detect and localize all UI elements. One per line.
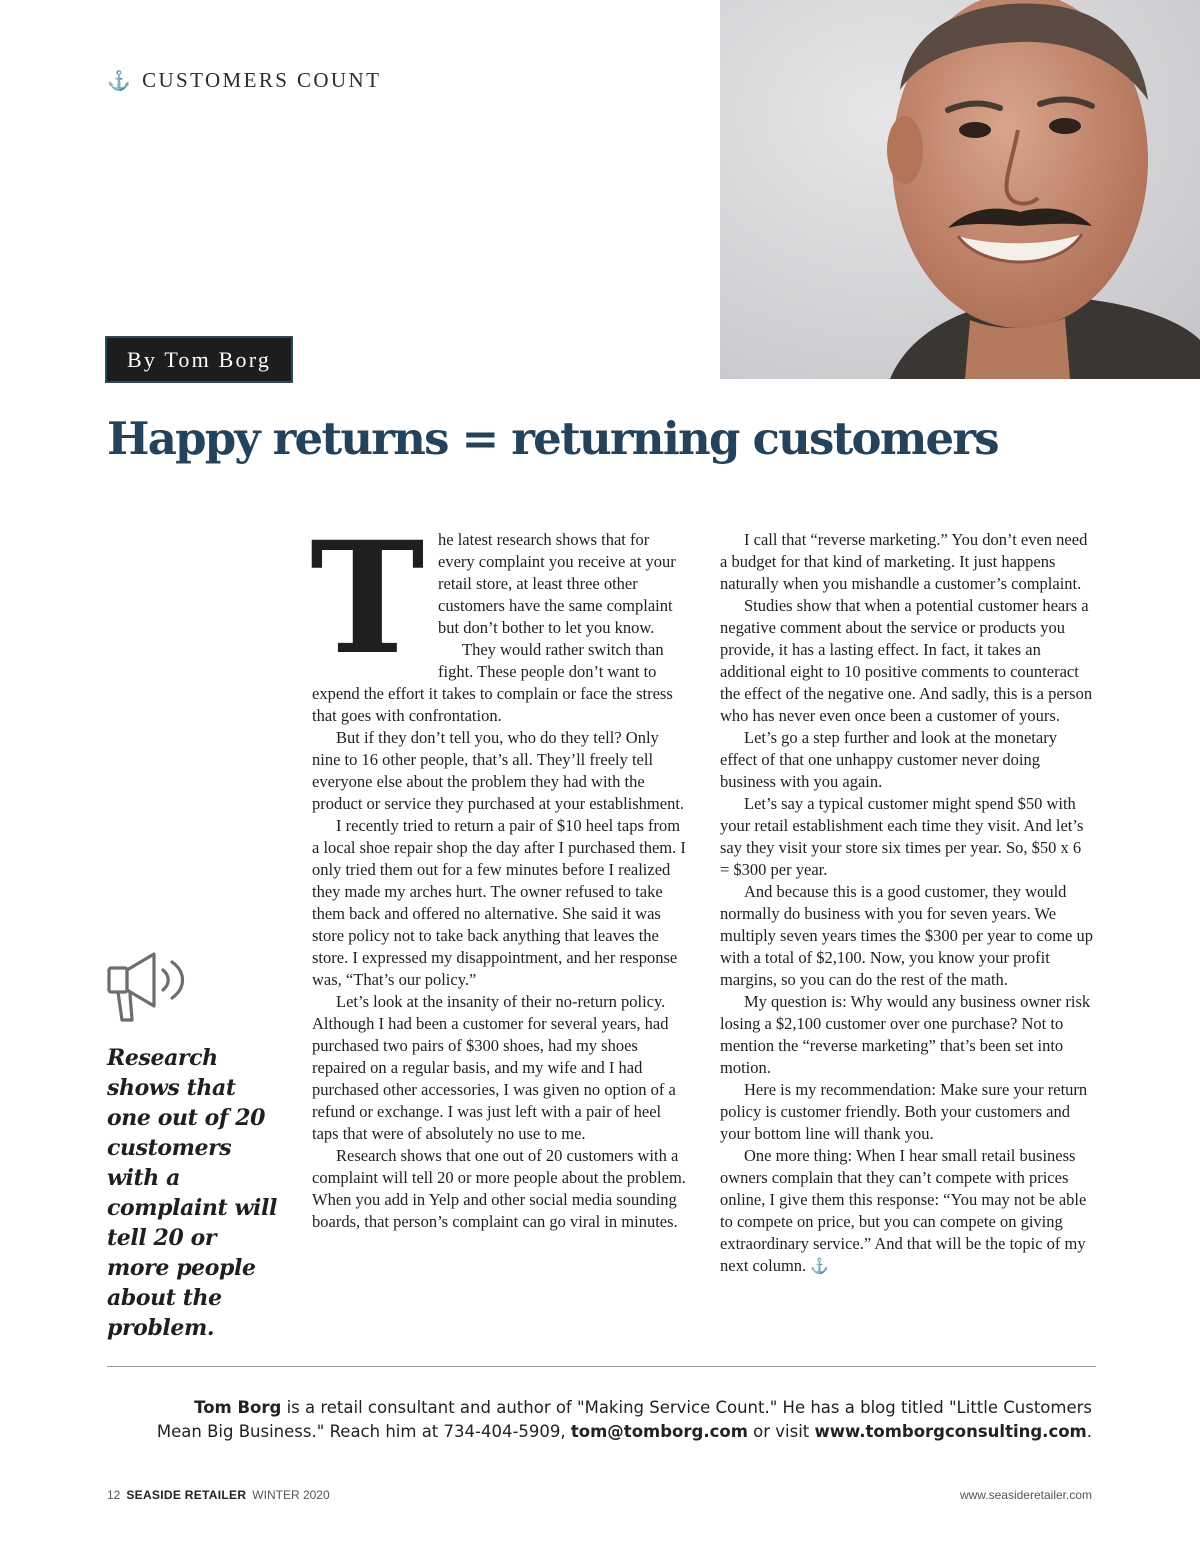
paragraph: I call that “reverse marketing.” You don’t even need a budget for that kind of marketing. It just happens naturally when you mishandle a customer’s complaint.	[720, 530, 1088, 593]
megaphone-icon	[106, 948, 202, 1028]
paragraph: Let’s say a typical customer might spend $50 with your retail establishment each time they visit. And let’s say they visit your store six times per year. So, $50 x 6 = $300 per year.	[720, 794, 1084, 879]
paragraph: Here is my recommendation: Make sure your return policy is customer friendly. Both your customers and your bottom line will thank you.	[720, 1080, 1088, 1143]
paragraph: Research shows that one out of 20 customers with a complaint will tell 20 or more people about the problem. When you add in Yelp and other social media sounding boards, that person’s complaint can go viral in minutes.	[312, 1146, 686, 1231]
paragraph: Let’s look at the insanity of their no-return policy. Although I had been a customer for several years, had purchased two pairs of $300 shoes, had my shoes repaired on a regular basis, and my wife and I had purchased other accessories, I was given no option of a refund or exchange. I was just left with a pair of heel taps that were of absolutely no use to me.	[312, 992, 676, 1143]
page-number: 12	[107, 1488, 121, 1502]
bio-website-link[interactable]: www.tomborgconsulting.com	[814, 1422, 1087, 1441]
issue-date: WINTER 2020	[252, 1488, 330, 1502]
end-anchor-icon: ⚓	[810, 1259, 829, 1275]
byline: By Tom Borg	[126, 346, 272, 372]
author-portrait-image	[720, 0, 1200, 379]
article-column-1	[310, 508, 686, 1233]
paragraph: My question is: Why would any business owner risk losing a $2,100 customer over one purchase? Not to mention the “reverse marketing” that’s been set into motion.	[720, 992, 1091, 1077]
section-label	[107, 68, 381, 93]
divider	[107, 1366, 1096, 1367]
paragraph-last	[720, 1145, 1094, 1278]
anchor-icon: ⚓	[107, 70, 134, 92]
bio-text: is a retail consultant and author of "Making Service Count." He has a blog titled "Little Customers Mean Big Business." Reach him at 734-404-5909,	[156, 1398, 1092, 1441]
section-title: CUSTOMERS COUNT	[142, 68, 382, 92]
article-column-2	[720, 529, 1094, 1278]
bio-text: or visit	[747, 1422, 815, 1441]
paragraph: he latest research shows that for every complaint you receive at your retail store, at least three other customers have the same complaint but don’t bother to let you know.	[438, 530, 676, 637]
bio-text: .	[1086, 1422, 1092, 1441]
paragraph: They would rather switch than fight. These people don’t want to expend the effort it takes to complain or face the stress that goes with confrontation.	[312, 640, 673, 725]
paragraph: And because this is a good customer, they would normally do business with you for seven years. We multiply seven years times the $300 per year to come up with a total of $2,100. Now, you know your profit margins, so you can do the rest of the math.	[720, 882, 1093, 989]
drop-cap: T	[310, 508, 425, 689]
author-bio	[150, 1396, 1092, 1444]
bio-email-link[interactable]: tom@tomborg.com	[570, 1422, 748, 1441]
headline: Happy returns = returning customers	[107, 412, 998, 465]
paragraph: But if they don’t tell you, who do they tell? Only nine to 16 other people, that’s all. They’ll freely tell everyone else about the problem they had with the product or service they purchased at your establishment.	[312, 728, 685, 813]
footer-url[interactable]: www.seasideretailer.com	[959, 1488, 1092, 1502]
pull-quote: Research shows that one out of 20 customers with a complaint will tell 20 or more people about the problem.	[107, 1045, 277, 1341]
paragraph: Let’s go a step further and look at the monetary effect of that one unhappy customer never doing business with you again.	[720, 728, 1057, 791]
paragraph-text: One more thing: When I hear small retail business owners complain that they can’t compete with prices online, I give them this response: “You may not be able to compete on price, but you can compete on giving extraordinary service.” And that will be the topic of my next column.	[720, 1146, 1087, 1275]
paragraph: I recently tried to return a pair of $10 heel taps from a local shoe repair shop the day after I purchased them. I only tried them out for a few minutes before I realized they made my arches hurt. The owner refused to take them back and offered no alternative. She said it was store policy not to take back anything that leaves the store. I expressed my disappointment, and her response was, “That’s our policy.”	[312, 816, 686, 989]
byline-box	[105, 336, 293, 383]
paragraph: Studies show that when a potential customer hears a negative comment about the service or products you provide, it has a lasting effect. In fact, it takes an additional eight to 10 positive comments to counteract the effect of the negative one. And sadly, this is a person who has never even once been a customer of yours.	[720, 596, 1093, 725]
author-photo	[720, 0, 1200, 379]
footer-folio	[107, 1488, 330, 1502]
publication-name: SEASIDE RETAILER	[126, 1488, 247, 1502]
bio-name: Tom Borg	[194, 1398, 282, 1417]
